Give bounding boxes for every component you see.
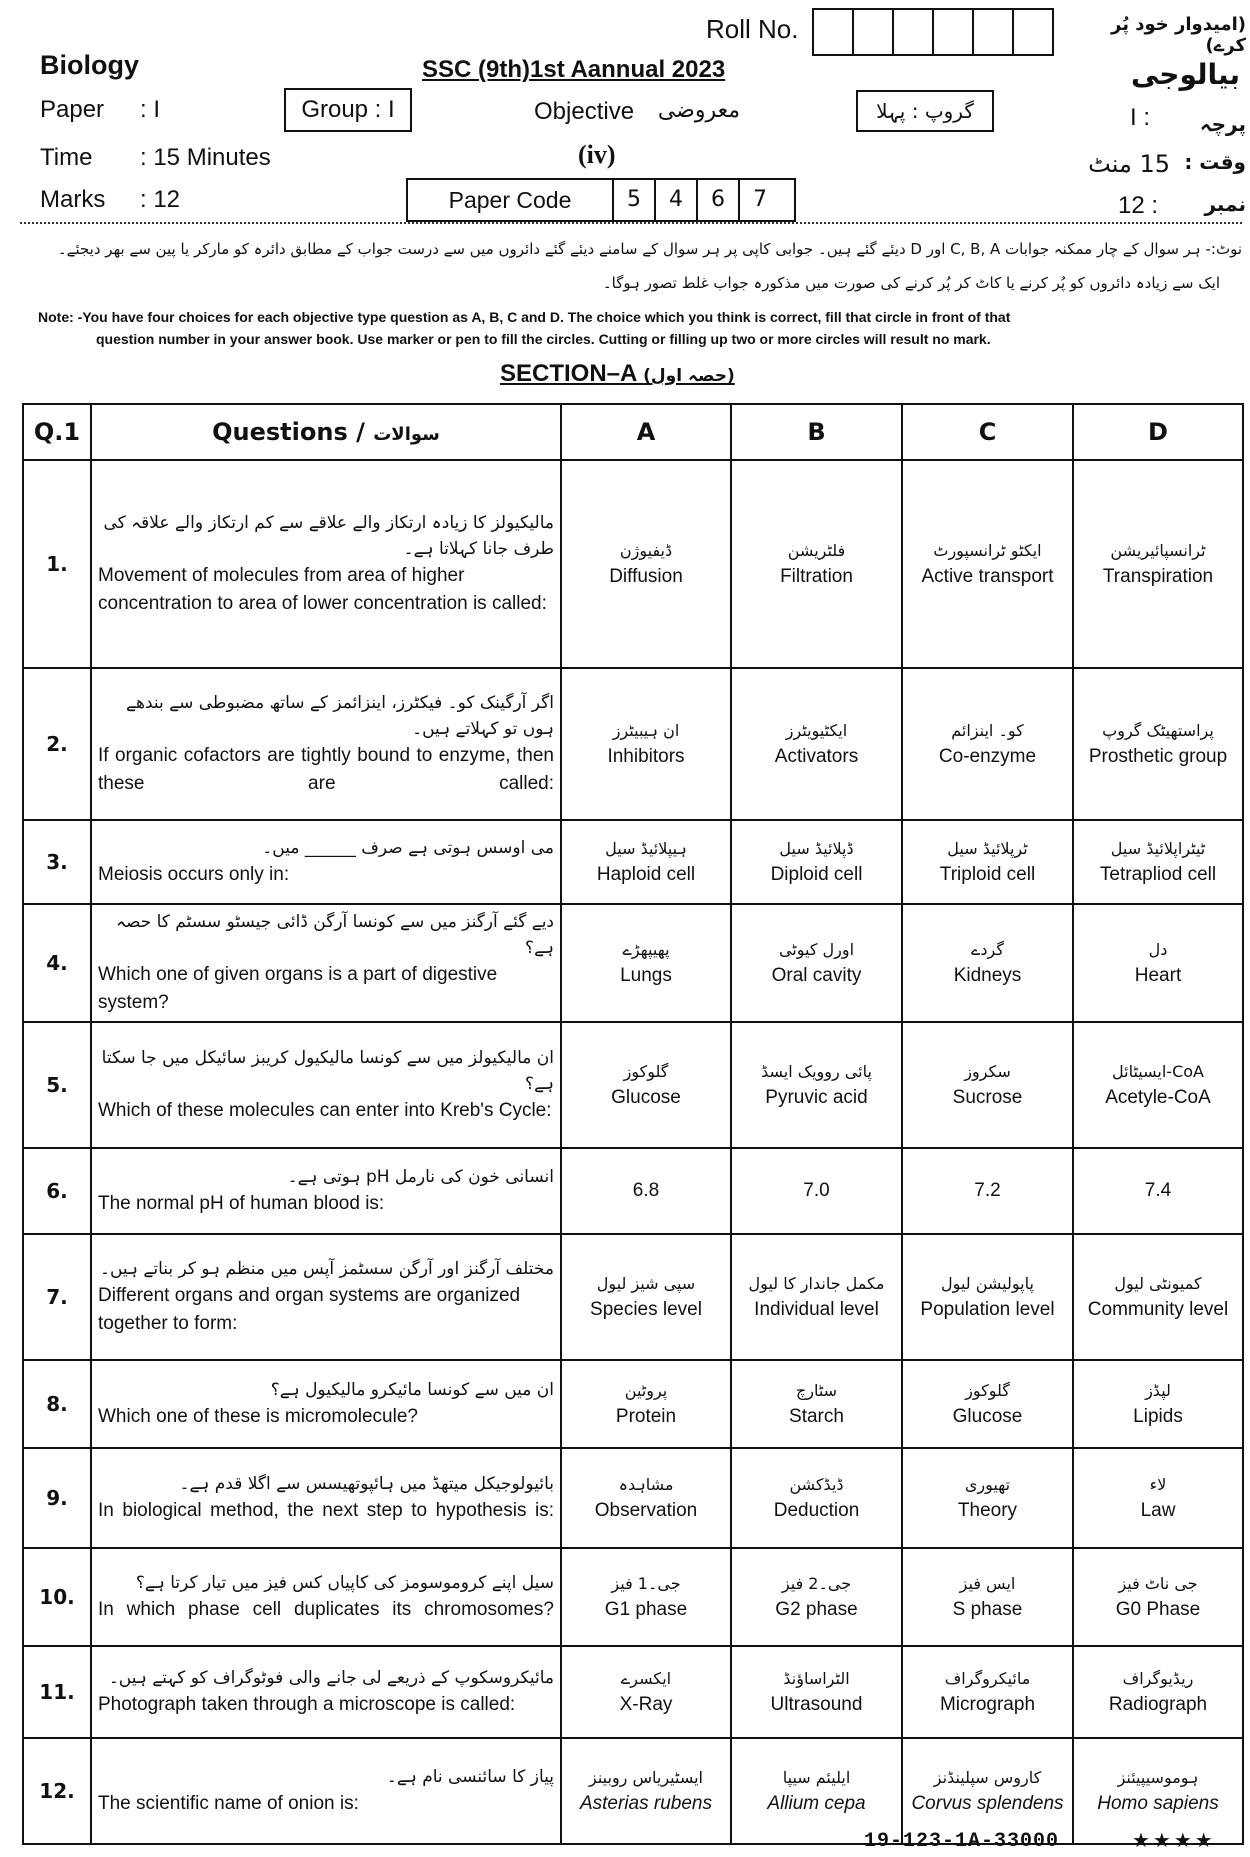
option-b	[731, 1022, 902, 1148]
option-b-urdu: پائی روویک ایسڈ	[761, 1062, 872, 1081]
option-d	[1073, 1360, 1243, 1448]
option-a-english: 6.8	[632, 1180, 660, 1201]
header-q-number: Q.1	[23, 404, 91, 460]
question-urdu: ان میں سے کونسا مائیکرو مالیکیول ہے؟	[270, 1380, 554, 1400]
option-b	[731, 1548, 902, 1646]
footer-code: 19-123-1A-33000	[864, 1830, 1060, 1853]
option-d	[1073, 1646, 1243, 1738]
question-number: 3.	[23, 820, 91, 904]
section-title	[500, 360, 735, 388]
marks-value: : 12	[140, 186, 181, 213]
question-number: 4.	[23, 904, 91, 1022]
option-b-english: Starch	[789, 1406, 844, 1427]
option-d-english: Tetrapliod cell	[1099, 864, 1217, 885]
question-cell	[91, 1148, 561, 1234]
option-d-english: Community level	[1087, 1299, 1229, 1320]
question-cell	[91, 904, 561, 1022]
option-c-urdu: تھیوری	[964, 1475, 1011, 1494]
group-urdu-box: گروپ : پہلا	[856, 90, 994, 132]
option-d-urdu: کمیونٹی لیول	[1114, 1274, 1202, 1293]
option-a-urdu: سپی شیز لیول	[596, 1274, 696, 1293]
option-a-english: Haploid cell	[596, 864, 696, 885]
option-b-urdu: فلٹریشن	[787, 541, 846, 560]
question-number: 1.	[23, 460, 91, 668]
question-number: 9.	[23, 1448, 91, 1548]
option-b-english: Filtration	[780, 566, 853, 587]
option-d-urdu: دل	[1148, 940, 1168, 959]
section-title-text: SECTION–A	[500, 360, 637, 387]
option-d-english: Law	[1140, 1500, 1176, 1521]
option-d-english: 7.4	[1144, 1180, 1172, 1201]
option-d	[1073, 904, 1243, 1022]
option-a-english: Diffusion	[609, 566, 683, 587]
time-urdu: 15 منٹ	[1088, 150, 1170, 178]
option-c-urdu: مائیکروگراف	[944, 1669, 1031, 1688]
option-d-urdu: پراستھیٹک گروپ	[1102, 721, 1214, 740]
option-d-urdu: لپڈز	[1145, 1381, 1171, 1400]
question-row	[23, 1360, 1243, 1448]
question-row	[23, 668, 1243, 820]
option-d-english: Acetyle-CoA	[1105, 1087, 1211, 1108]
question-urdu: بائیولوجیکل میتھڈ میں ہائپوتھیسس سے اگلا قدم ہے۔	[179, 1474, 554, 1494]
option-c-english: 7.2	[974, 1180, 1001, 1201]
option-b-urdu: ایلیئم سیپا	[782, 1768, 851, 1787]
option-c	[902, 1448, 1073, 1548]
option-a-urdu: ایسٹیریاس روبینز	[589, 1768, 703, 1787]
question-urdu: مالیکیولز کا زیادہ ارتکاز والے علاقے سے کم ارتکاز والے علاقہ کی طرف جانا کہلاتا ہے۔	[103, 513, 554, 559]
question-urdu: دیے گئے آرگنز میں سے کونسا آرگن ڈائی جیسٹو سسٹم کا حصہ ہے؟	[116, 912, 554, 958]
option-c	[902, 1234, 1073, 1360]
option-b-urdu: ایکٹیویٹرز	[785, 721, 848, 740]
option-c	[902, 1022, 1073, 1148]
objective-label: Objective	[534, 98, 635, 125]
option-b-english: Deduction	[773, 1500, 860, 1521]
paper-code-digit: 4	[654, 180, 696, 220]
option-a	[561, 820, 731, 904]
option-c-english: Active transport	[921, 566, 1054, 587]
option-a	[561, 1022, 731, 1148]
option-c	[902, 460, 1073, 668]
option-a	[561, 904, 731, 1022]
option-d-english: Radiograph	[1108, 1694, 1208, 1715]
option-b-english: G2 phase	[775, 1599, 858, 1620]
question-number: 7.	[23, 1234, 91, 1360]
option-d-urdu: CoA-ایسیٹائل	[1112, 1062, 1204, 1081]
option-a	[561, 460, 731, 668]
option-b	[731, 820, 902, 904]
option-c	[902, 1360, 1073, 1448]
option-b-urdu: جی۔2 فیز	[781, 1574, 852, 1593]
paper-value: : I	[140, 96, 161, 123]
questions-body	[23, 460, 1243, 1844]
option-c-english: Theory	[957, 1500, 1018, 1521]
option-d-urdu: لاء	[1149, 1475, 1167, 1494]
footer-stars: ★★★★	[1132, 1828, 1216, 1852]
option-c-english: Micrograph	[939, 1694, 1036, 1715]
section-title-urdu: (حصہ اول)	[643, 366, 735, 386]
questions-table	[22, 403, 1244, 1845]
instructions-english-line1: Note: -You have four choices for each objective type question as A, B, C and D. The choice which you think is correct, fill that circle in front of that	[38, 309, 1011, 325]
question-number: 6.	[23, 1148, 91, 1234]
question-english: Meiosis occurs only in:	[98, 864, 290, 885]
instructions-urdu-line2: ایک سے زیادہ دائروں کو پُر کرنے یا کاٹ کر پُر کرنے کی صورت میں مذکورہ جواب غلط تصور ہوگا۔	[602, 274, 1220, 292]
option-d	[1073, 1234, 1243, 1360]
option-b-english: Ultrasound	[770, 1694, 863, 1715]
question-urdu: پیاز کا سائنسی نام ہے۔	[386, 1767, 554, 1787]
marks-urdu-value: 12 :	[1118, 192, 1159, 219]
question-row	[23, 460, 1243, 668]
option-b	[731, 1148, 902, 1234]
option-c-english: Corvus splendens	[911, 1793, 1064, 1814]
option-c-urdu: گردے	[971, 940, 1004, 959]
option-a-english: Inhibitors	[607, 746, 685, 767]
question-number: 11.	[23, 1646, 91, 1738]
option-c	[902, 668, 1073, 820]
option-d-english: Transpiration	[1102, 566, 1214, 587]
option-c-urdu: ایس فیز	[959, 1574, 1016, 1593]
header-questions-urdu: سوالات	[373, 424, 440, 445]
option-d	[1073, 820, 1243, 904]
question-cell	[91, 460, 561, 668]
paper-code-label: Paper Code	[448, 187, 572, 213]
question-number: 8.	[23, 1360, 91, 1448]
question-urdu: مائیکروسکوپ کے ذریعے لی جانے والی فوٹوگراف کو کہتے ہیں۔	[108, 1668, 554, 1688]
option-c-english: Glucose	[952, 1406, 1023, 1427]
option-b-urdu: سٹارچ	[795, 1381, 838, 1400]
question-row	[23, 1148, 1243, 1234]
question-number: 10.	[23, 1548, 91, 1646]
question-cell	[91, 1234, 561, 1360]
option-a-english: Asterias rubens	[579, 1793, 712, 1814]
option-b-urdu: الٹراساؤنڈ	[783, 1669, 850, 1688]
paper-urdu-label: پرچہ	[1199, 112, 1246, 136]
option-c	[902, 904, 1073, 1022]
header-option-a: A	[561, 404, 731, 460]
option-a-urdu: ہیپلائیڈ سیل	[605, 839, 687, 858]
roll-no-boxes[interactable]	[812, 8, 1054, 56]
option-a	[561, 1646, 731, 1738]
option-a-urdu: مشاہدہ	[618, 1475, 674, 1494]
option-a-english: Species level	[590, 1299, 702, 1320]
option-a-urdu: گلوکوز	[623, 1062, 669, 1081]
option-c-english: Co-enzyme	[938, 746, 1037, 767]
option-b	[731, 460, 902, 668]
question-urdu: سیل اپنے کروموسومز کی کاپیاں کس فیز میں تیار کرتا ہے؟	[135, 1573, 554, 1593]
option-d-english: Homo sapiens	[1097, 1793, 1219, 1814]
time-value: : 15 Minutes	[140, 144, 271, 171]
paper-code-box	[406, 178, 796, 222]
option-a-english: Protein	[615, 1406, 677, 1427]
question-urdu: اگر آرگینک کو۔ فیکٹرز، اینزائمز کے ساتھ مضبوطی سے بندھے ہوں تو کہلاتے ہیں۔	[126, 693, 554, 739]
option-a-english: Lungs	[620, 965, 672, 986]
question-number: 12.	[23, 1738, 91, 1844]
time-label: Time	[40, 144, 93, 171]
option-d	[1073, 1448, 1243, 1548]
option-a-english: Observation	[594, 1500, 698, 1521]
option-b	[731, 904, 902, 1022]
option-c	[902, 1738, 1073, 1844]
option-b-english: Individual level	[754, 1299, 879, 1320]
option-a	[561, 1548, 731, 1646]
header-option-d: D	[1073, 404, 1243, 460]
instructions-urdu-line1: نوٹ:- ہر سوال کے چار ممکنہ جوابات C, B, A اور D دیئے گئے ہیں۔ جوابی کاپی پر ہر سوال کے سامنے دیئے گئے دائروں میں سے درست جواب کے مطابق دائرہ کو مارکر یا پین سے بھر دیجئے۔	[57, 240, 1242, 258]
question-number: 5.	[23, 1022, 91, 1148]
option-c	[902, 1148, 1073, 1234]
option-d-urdu: ٹرانسپائیریشن	[1110, 541, 1206, 560]
option-b-english: Pyruvic acid	[765, 1087, 868, 1108]
version: (iv)	[578, 140, 616, 169]
option-c-urdu: پاپولیشن لیول	[941, 1274, 1034, 1293]
subject-urdu: بیالوجی	[1130, 58, 1240, 91]
option-b-urdu: مکمل جاندار کا لیول	[748, 1274, 885, 1293]
option-d-urdu: ریڈیوگراف	[1122, 1669, 1194, 1688]
option-d-english: Heart	[1134, 965, 1182, 986]
option-a	[561, 668, 731, 820]
question-urdu: انسانی خون کی نارمل pH ہوتی ہے۔	[287, 1167, 554, 1187]
question-urdu: می اوسس ہوتی ہے صرف ______ میں۔	[262, 838, 554, 858]
option-d-urdu: جی ناٹ فیز	[1118, 1574, 1198, 1593]
header-option-c: C	[902, 404, 1073, 460]
header-questions-label: Questions /	[212, 418, 365, 446]
option-c	[902, 1646, 1073, 1738]
question-cell	[91, 1646, 561, 1738]
question-cell	[91, 1738, 561, 1844]
option-a	[561, 1360, 731, 1448]
option-c	[902, 820, 1073, 904]
paper-code-digit: 6	[696, 180, 738, 220]
roll-urdu-note: (امیدوار خود پُر کرے)	[1111, 14, 1246, 56]
option-b	[731, 1646, 902, 1738]
question-row	[23, 904, 1243, 1022]
header-questions	[91, 404, 561, 460]
question-english: Different organs and organ systems are organized together to form:	[98, 1285, 521, 1334]
question-cell	[91, 668, 561, 820]
option-c-urdu: کاروس سپلینڈنز	[933, 1768, 1042, 1787]
question-row	[23, 1646, 1243, 1738]
instructions-english	[38, 306, 1228, 350]
option-c-urdu: گلوکوز	[965, 1381, 1010, 1400]
option-b	[731, 1234, 902, 1360]
question-number: 2.	[23, 668, 91, 820]
question-english: In which phase cell duplicates its chromosomes?	[98, 1599, 554, 1620]
option-b	[731, 668, 902, 820]
option-a	[561, 1234, 731, 1360]
question-cell	[91, 1022, 561, 1148]
option-b-urdu: ڈیڈکشن	[789, 1475, 844, 1494]
option-a	[561, 1738, 731, 1844]
option-c-english: S phase	[952, 1599, 1023, 1620]
question-cell	[91, 820, 561, 904]
option-b	[731, 1738, 902, 1844]
option-a-urdu: پھیپھڑے	[622, 940, 670, 959]
paper-code-digit: 7	[738, 180, 780, 220]
option-b-urdu: اورل کیوٹی	[778, 940, 855, 959]
option-b-english: 7.0	[803, 1180, 830, 1201]
option-d-english: Lipids	[1133, 1406, 1183, 1427]
option-c-urdu: ایکٹو ٹرانسپورٹ	[933, 541, 1042, 560]
option-b	[731, 1360, 902, 1448]
option-c	[902, 1548, 1073, 1646]
option-b-english: Allium cepa	[767, 1793, 866, 1814]
option-d	[1073, 1548, 1243, 1646]
option-c-english: Triploid cell	[939, 864, 1036, 885]
question-english: If organic cofactors are tightly bound to enzyme, then these are called:	[98, 745, 554, 794]
option-c-urdu: ٹرپلائیڈ سیل	[947, 839, 1028, 858]
question-row	[23, 1448, 1243, 1548]
option-d-english: G0 Phase	[1115, 1599, 1201, 1620]
option-d	[1073, 668, 1243, 820]
option-a-urdu: پروٹین	[624, 1381, 668, 1400]
option-d-urdu: ہوموسیپیئنز	[1117, 1768, 1199, 1787]
exam-title: SSC (9th)1st Aannual 2023	[422, 56, 726, 83]
time-urdu-label: وقت :	[1184, 150, 1246, 174]
option-d-urdu: ٹیٹراپلائیڈ سیل	[1110, 839, 1206, 858]
option-b-english: Oral cavity	[771, 965, 862, 986]
question-row	[23, 1234, 1243, 1360]
option-b-urdu: ڈپلائیڈ سیل	[779, 839, 854, 858]
option-a	[561, 1148, 731, 1234]
option-a	[561, 1448, 731, 1548]
option-c-english: Sucrose	[952, 1087, 1023, 1108]
question-cell	[91, 1448, 561, 1548]
question-english: Which one of these is micromolecule?	[98, 1406, 418, 1427]
group-box: Group : I	[284, 88, 412, 132]
question-urdu: ان مالیکیولز میں سے کونسا مالیکیول کریبز سائیکل میں جا سکتا ہے؟	[101, 1048, 554, 1094]
question-cell	[91, 1360, 561, 1448]
paper-label: Paper	[40, 96, 105, 123]
option-c-english: Population level	[920, 1299, 1055, 1320]
question-row	[23, 1548, 1243, 1646]
paper-urdu-value: I :	[1130, 104, 1151, 131]
question-english: Movement of molecules from area of higher concentration to area of lower concentration is called:	[98, 565, 547, 614]
option-a-urdu: جی۔1 فیز	[611, 1574, 681, 1593]
option-b	[731, 1448, 902, 1548]
option-b-english: Diploid cell	[770, 864, 863, 885]
option-a-english: Glucose	[611, 1087, 681, 1108]
question-row	[23, 1738, 1243, 1844]
objective-urdu: معروضی	[657, 98, 740, 123]
question-english: In biological method, the next step to hypothesis is:	[98, 1500, 554, 1521]
subject: Biology	[40, 50, 139, 80]
option-a-english: G1 phase	[604, 1599, 688, 1620]
option-a-urdu: ایکسرے	[620, 1669, 672, 1688]
option-d	[1073, 460, 1243, 668]
option-d	[1073, 1148, 1243, 1234]
roll-no-label: Roll No.	[706, 14, 799, 44]
option-c-english: Kidneys	[953, 965, 1022, 986]
option-b-english: Activators	[774, 746, 859, 767]
question-urdu: مختلف آرگنز اور آرگن سسٹمز آپس میں منظم ہو کر بناتے ہیں۔	[99, 1259, 554, 1279]
header-divider	[20, 222, 1242, 224]
question-english: Which one of given organs is a part of digestive system?	[98, 964, 498, 1013]
question-row	[23, 820, 1243, 904]
question-english: The scientific name of onion is:	[98, 1793, 359, 1814]
option-a-urdu: ان ہیبیٹرز	[612, 721, 680, 740]
question-cell	[91, 1548, 561, 1646]
option-a-english: X-Ray	[619, 1694, 673, 1715]
option-c-urdu: سکروز	[964, 1062, 1011, 1081]
paper-code-digit: 5	[612, 180, 654, 220]
option-d	[1073, 1022, 1243, 1148]
question-english: Which of these molecules can enter into Kreb's Cycle:	[98, 1100, 552, 1121]
question-english: The normal pH of human blood is:	[98, 1193, 385, 1214]
table-header-row	[23, 404, 1243, 460]
marks-urdu-label: نمبر	[1204, 192, 1246, 216]
marks-label: Marks	[40, 186, 106, 213]
instructions-english-line2: question number in your answer book. Use marker or pen to fill the circles. Cutting or filling up two or more circles will result no mark.	[96, 331, 991, 347]
option-c-urdu: کو۔ اینزائم	[951, 721, 1024, 740]
option-a-urdu: ڈیفیوژن	[619, 541, 673, 560]
header-option-b: B	[731, 404, 902, 460]
question-row	[23, 1022, 1243, 1148]
option-d-english: Prosthetic group	[1088, 746, 1228, 767]
question-english: Photograph taken through a microscope is called:	[98, 1694, 516, 1715]
